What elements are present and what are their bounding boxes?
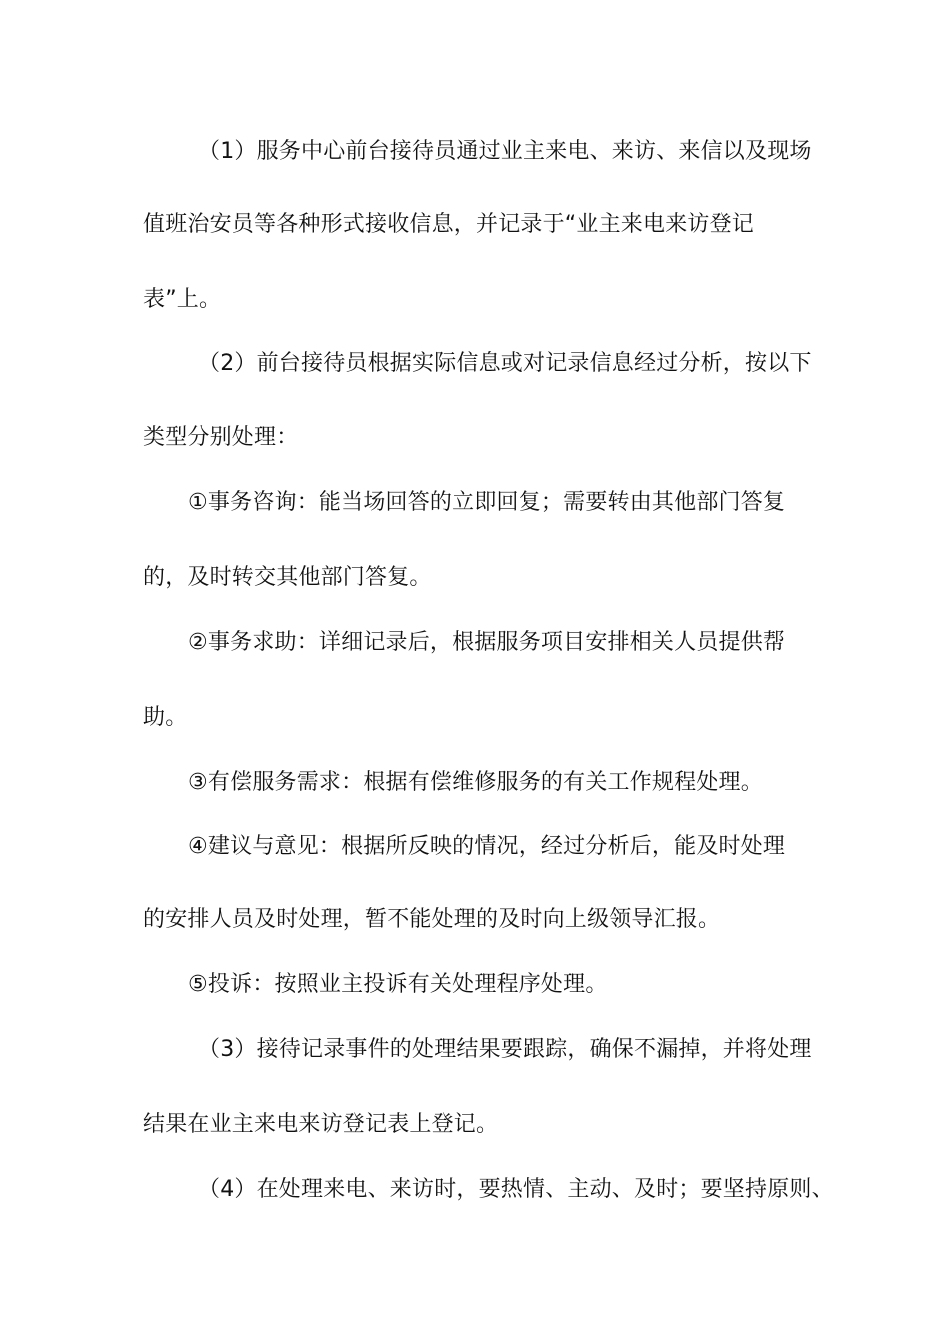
paragraph-1-line-2: 值班治安员等各种形式接收信息，并记录于“业主来电来访登记 <box>143 212 754 237</box>
item-4-line-2: 的安排人员及时处理，暂不能处理的及时向上级领导汇报。 <box>143 907 721 932</box>
paragraph-2-line-2: 类型分别处理： <box>143 425 299 450</box>
item-2-line-1: ②事务求助：详细记录后，根据服务项目安排相关人员提供帮 <box>188 630 786 655</box>
item-2-line-2: 助。 <box>143 705 188 730</box>
paragraph-3-line-2: 结果在业主来电来访登记表上登记。 <box>143 1112 499 1137</box>
paragraph-1-line-3: 表”上。 <box>143 287 222 312</box>
item-1-line-1: ①事务咨询：能当场回答的立即回复；需要转由其他部门答复 <box>188 490 786 515</box>
paragraph-2-line-1: （2）前台接待员根据实际信息或对记录信息经过分析，按以下 <box>198 351 812 376</box>
paragraph-4-line-1: （4）在处理来电、来访时，要热情、主动、及时；要坚持原则、 <box>198 1177 834 1202</box>
item-5-line-1: ⑤投诉：按照业主投诉有关处理程序处理。 <box>188 972 608 997</box>
item-1-line-2: 的，及时转交其他部门答复。 <box>143 565 432 590</box>
item-4-line-1: ④建议与意见：根据所反映的情况，经过分析后，能及时处理 <box>188 834 786 859</box>
paragraph-3-line-1: （3）接待记录事件的处理结果要跟踪，确保不漏掉，并将处理 <box>198 1037 812 1062</box>
paragraph-1-line-1: （1）服务中心前台接待员通过业主来电、来访、来信以及现场 <box>198 139 812 164</box>
item-3-line-1: ③有偿服务需求：根据有偿维修服务的有关工作规程处理。 <box>188 770 763 795</box>
